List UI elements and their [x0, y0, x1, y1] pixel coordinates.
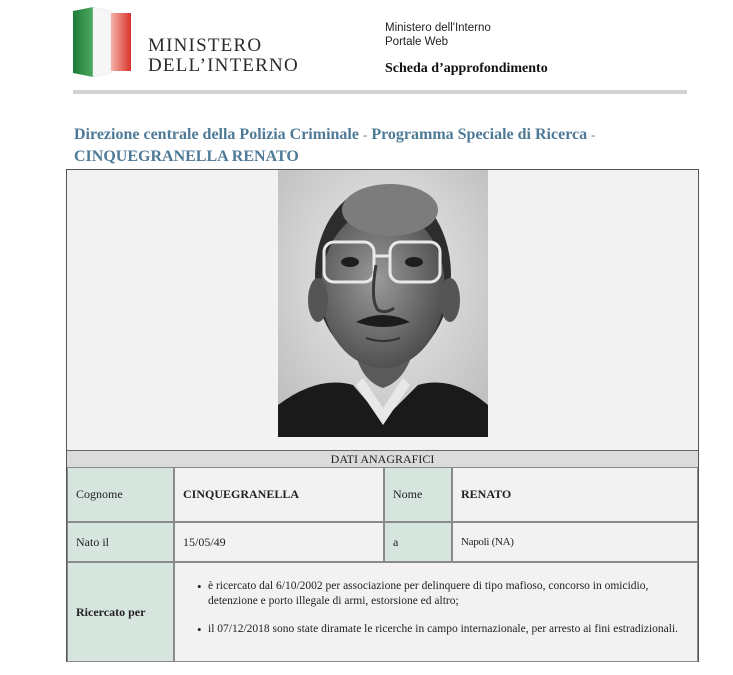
ministry-logo-text	[148, 36, 299, 76]
portal-line-2: Portale Web	[385, 36, 449, 48]
list-item: • il 07/12/2018 sono state diramate le ricerche in campo internazionale, per arresto ai fini estradizionali.	[197, 622, 698, 637]
dati-anagrafici-title: DATI ANAGRAFICI	[67, 450, 698, 468]
ricercato-list	[174, 562, 698, 662]
a-value: Napoli (NA)	[452, 522, 698, 562]
title-separator-2: -	[591, 127, 596, 142]
ricercato-label: Ricercato per	[67, 562, 174, 662]
nome-value: RENATO	[452, 467, 698, 522]
logo-line-2: DELL’INTERNO	[148, 55, 299, 76]
page-title	[74, 124, 674, 168]
page-header	[0, 0, 733, 100]
portal-info	[385, 21, 491, 49]
portal-line-1: Ministero dell'Interno	[385, 22, 491, 34]
ministry-logo-icon	[73, 7, 133, 77]
cognome-label: Cognome	[67, 467, 174, 522]
title-part-2: Programma Speciale di Ricerca	[371, 126, 588, 143]
nato-label: Nato il	[67, 522, 174, 562]
a-label: a	[384, 522, 452, 562]
logo-line-1: MINISTERO	[148, 35, 263, 56]
nato-value: 15/05/49	[174, 522, 384, 562]
mugshot-photo	[278, 170, 488, 437]
title-separator: -	[362, 127, 368, 142]
wanted-name: CINQUEGRANELLA RENATO	[74, 148, 299, 165]
document-type: Scheda d’approfondimento	[385, 61, 548, 76]
cognome-value: CINQUEGRANELLA	[174, 467, 384, 522]
list-item: • è ricercato dal 6/10/2002 per associazione per delinquere di tipo mafioso, concorso in omicidio, detenzione e porto illegale di armi, estorsione ed altro;	[197, 579, 698, 609]
nome-label: Nome	[384, 467, 452, 522]
header-divider	[73, 90, 687, 94]
title-part-1: Direzione centrale della Polizia Criminale	[74, 126, 359, 143]
